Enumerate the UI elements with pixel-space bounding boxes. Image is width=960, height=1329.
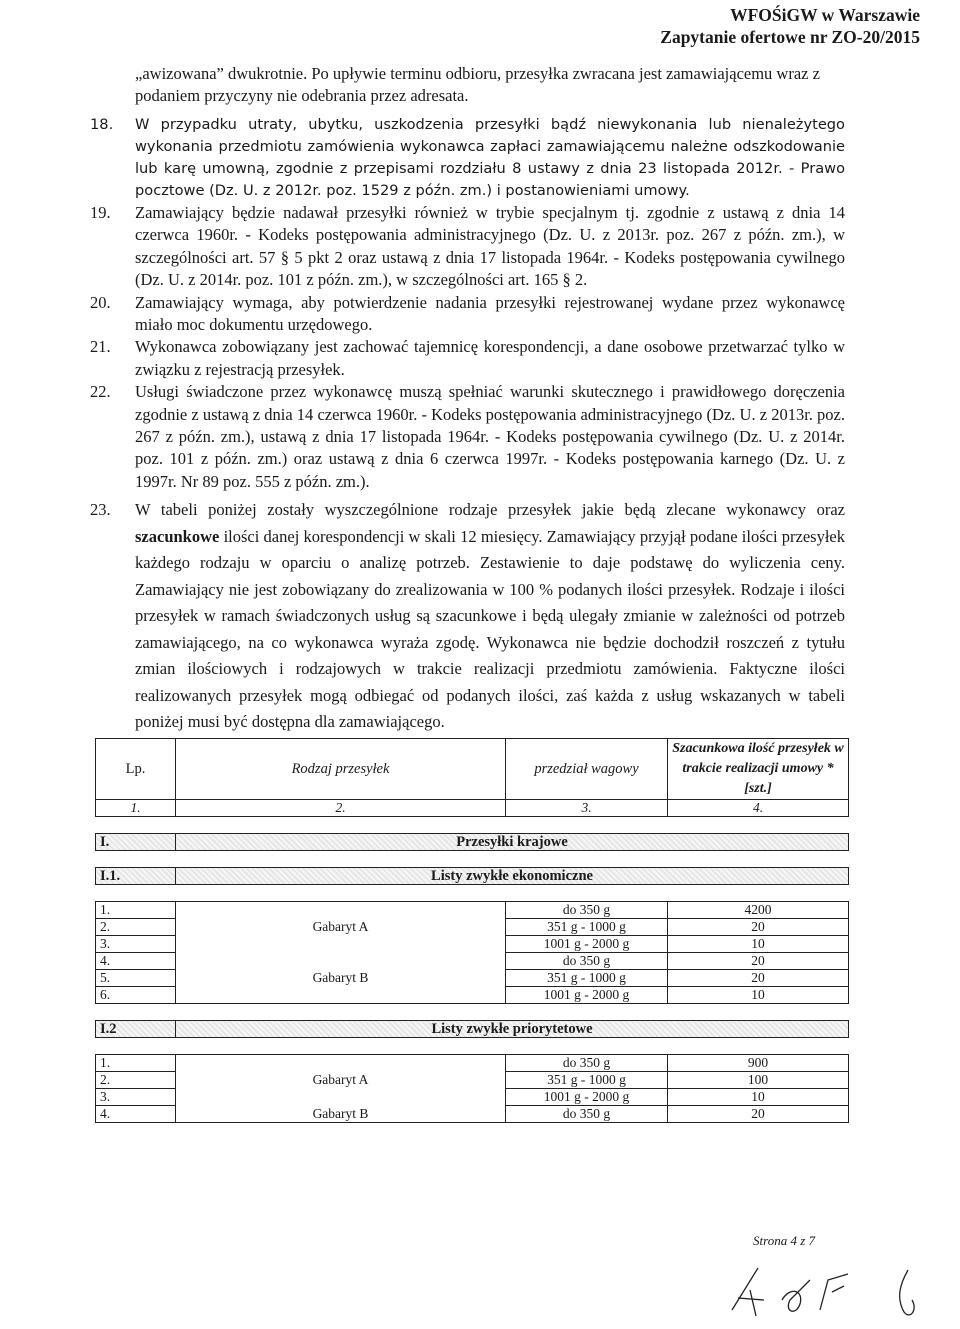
table-header-row [96, 739, 849, 800]
lead-paragraph: „awizowana” dwukrotnie. Po upływie terminu odbioru, przesyłka zwracana jest zamawiającemu wraz z podaniem przyczyny nie odebrania przez adresata. [135, 64, 820, 105]
cell-type: Gabaryt B [176, 1106, 506, 1123]
cell-type: Gabaryt B [176, 970, 506, 987]
cell-qty: 10 [668, 987, 849, 1004]
cell-lp: 1. [96, 1055, 176, 1072]
cell-type [176, 902, 506, 919]
list-item-22: 22. Usługi świadczone przez wykonawcę muszą spełniać warunki skutecznego i prawidłowego doręczenia zgodnie z ustawą z dnia 14 czerwca 1960r. - Kodeks postępowania administracyjnego (Dz. U. z 2013r. poz. 267 z późn. zm.), ustawą z dnia 17 listopada 1964r. - Kodeks postępowania cywilnego (Dz. U. z 2014r. poz. 101 z późn. zm.) oraz ustawą z dnia 6 czerwca 1997r. - Kodeks postępowania karnego (Dz. U. z 1997r. Nr 89 poz. 555 z późn. zm.). [90, 382, 845, 491]
cell-type [176, 953, 506, 970]
spacer-row [96, 817, 849, 834]
cell-type [176, 936, 506, 953]
table-row [96, 1055, 849, 1072]
cell-qty: 10 [668, 1089, 849, 1106]
cell-lp: 1. [96, 902, 176, 919]
page-header [660, 4, 920, 48]
group-row [96, 868, 849, 885]
table-row [96, 970, 849, 987]
list-item-18: 18. W przypadku utraty, ubytku, uszkodzenia przesyłki bądź niewykonania lub nienależytego wykonania przedmiotu zamówienia wykonawca zapłaci zamawiającemu należne odszkodowanie lub karę umowną, zgodnie z przepisami rozdziału 8 ustawy z dnia 23 listopada 2012r. - Prawo pocztowe (Dz. U. z 2012r. poz. 1529 z późn. zm.) i postanowieniami umowy. [90, 116, 845, 199]
spacer-row [96, 1004, 849, 1021]
page-number: Strona 4 z 7 [753, 1233, 815, 1248]
cell-type [176, 1089, 506, 1106]
cell-lp: 4. [96, 1106, 176, 1123]
numbered-list [90, 114, 845, 736]
cell-qty: 900 [668, 1055, 849, 1072]
cell-weight: do 350 g [506, 1106, 668, 1123]
table-row [96, 1106, 849, 1123]
cell-lp: 3. [96, 936, 176, 953]
cell-weight: 1001 g - 2000 g [506, 987, 668, 1004]
cell-weight: 351 g - 1000 g [506, 1072, 668, 1089]
cell-weight: do 350 g [506, 902, 668, 919]
table-row [96, 953, 849, 970]
cell-weight: 1001 g - 2000 g [506, 936, 668, 953]
group-row [96, 1021, 849, 1038]
cell-weight: 351 g - 1000 g [506, 970, 668, 987]
header-weight: przedział wagowy [506, 739, 668, 800]
cell-weight: do 350 g [506, 953, 668, 970]
group-num: I.2 [96, 1021, 176, 1038]
shipments-table [95, 738, 849, 1123]
cell-qty: 100 [668, 1072, 849, 1089]
section-row [96, 834, 849, 851]
column-number-row: 1. 2. 3. 4. [96, 800, 849, 817]
table-row [96, 1089, 849, 1106]
cell-qty: 4200 [668, 902, 849, 919]
cell-qty: 10 [668, 936, 849, 953]
group-num: I.1. [96, 868, 176, 885]
list-item-23: 23. W tabeli poniżej zostały wyszczególnione rodzaje przesyłek jakie będą zlecane wykonawcy oraz szacunkowe ilości danej korespondencji w skali 12 miesięcy. Zamawiający przyjął podane ilości przesyłek każdego rodzaju w oparciu o analizę potrzeb. Zestawienie to daje podstawę do wyliczenia ceny. Zamawiający nie jest zobowiązany do zrealizowania w 100 % podanych ilości przesyłek. Rodzaje i ilości przesyłek w ramach świadczonych usług są szacunkowe i będą ulegały zmianie w zależności od potrzeb zamawiającego, na co wykonawca wyraża zgodę. Wykonawca nie będzie dochodził roszczeń z tytułu zmian ilościowych i rodzajowych w trakcie realizacji przedmiotu zamówienia. Faktyczne ilości realizowanych przesyłek mogą odbiegać od podanych ilości, zaś każda z usług wskazanych w tabeli poniżej musi być dostępna dla zamawiającego. [90, 500, 845, 732]
cell-qty: 20 [668, 970, 849, 987]
table-row [96, 936, 849, 953]
table-row [96, 902, 849, 919]
cell-type: Gabaryt A [176, 1072, 506, 1089]
table-row [96, 987, 849, 1004]
section-num: I. [96, 834, 176, 851]
cell-qty: 20 [668, 953, 849, 970]
group-label: Listy zwykłe ekonomiczne [176, 868, 849, 885]
spacer-row [96, 1038, 849, 1055]
cell-lp: 6. [96, 987, 176, 1004]
spacer-row [96, 851, 849, 868]
header-org: WFOŚiGW w Warszawie [730, 5, 920, 25]
cell-lp: 2. [96, 919, 176, 936]
cell-weight: 351 g - 1000 g [506, 919, 668, 936]
cell-lp: 4. [96, 953, 176, 970]
header-ref: Zapytanie ofertowe nr ZO-20/2015 [660, 27, 920, 47]
cell-type: Gabaryt A [176, 919, 506, 936]
list-item-20: 20. Zamawiający wymaga, aby potwierdzenie nadania przesyłki rejestrowanej wydane przez wykonawcę miało moc dokumentu urzędowego. [90, 292, 845, 335]
cell-type [176, 1055, 506, 1072]
list-item-19: 19. Zamawiający będzie nadawał przesyłki również w trybie specjalnym tj. zgodnie z ustawą z dnia 14 czerwca 1960r. - Kodeks postępowania administracyjnego (Dz. U. z 2013r. poz. 267 z późn. zm.), w szczególności art. 57 § 5 pkt 2 oraz ustawą z dnia 17 listopada 1964r. - Kodeks postępowania cywilnego (Dz. U. z 2014r. poz. 101 z późn. zm.), w szczególności art. 165 § 2. [90, 203, 845, 290]
shipments-table-body [96, 739, 849, 1123]
cell-lp: 2. [96, 1072, 176, 1089]
cell-qty: 20 [668, 1106, 849, 1123]
cell-weight: 1001 g - 2000 g [506, 1089, 668, 1106]
cell-weight: do 350 g [506, 1055, 668, 1072]
initials-signature [720, 1250, 950, 1329]
cell-type [176, 987, 506, 1004]
header-qty: Szacunkowa ilość przesyłek w trakcie realizacji umowy * [szt.] [668, 739, 849, 800]
section-label: Przesyłki krajowe [176, 834, 849, 851]
table-row [96, 919, 849, 936]
header-lp: Lp. [96, 739, 176, 800]
cell-qty: 20 [668, 919, 849, 936]
group-label: Listy zwykłe priorytetowe [176, 1021, 849, 1038]
header-type: Rodzaj przesyłek [176, 739, 506, 800]
cell-lp: 3. [96, 1089, 176, 1106]
list-item-21: 21. Wykonawca zobowiązany jest zachować tajemnicę korespondencji, a dane osobowe przetwarzać tylko w związku z rejestracją przesyłek. [90, 337, 845, 379]
cell-lp: 5. [96, 970, 176, 987]
spacer-row [96, 885, 849, 902]
table-row [96, 1072, 849, 1089]
